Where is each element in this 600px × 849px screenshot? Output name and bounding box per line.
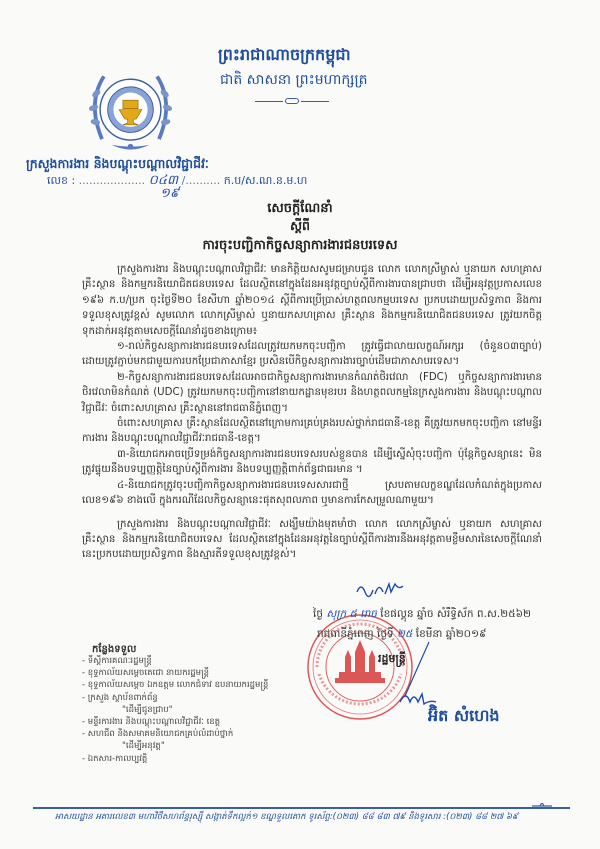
reference-number-line: លេខ : ................... ០៤៣ /.......... ក.ប/ស.ណ.ន.ម.ហ: [47, 173, 308, 188]
ornament-divider: [255, 98, 330, 104]
kingdom-heading: ព្រះរាជាណាចក្រកម្ពុជា: [218, 45, 351, 64]
body-paragraph-item-2b: ចំពោះសហគ្រាស គ្រឹះស្ថានដែលស្ថិតនៅក្រោមការគ្រប់គ្រងរបស់ថ្នាក់រាជធានី-ខេត្ត គឺត្រូវយកមកចុះបញ្ជិកា នៅមន្ទីរការងារ និងបណ្តុះបណ្តាលវិជ្ជាជីវៈរាជធានី-ខេត្ត។: [82, 418, 542, 445]
recipient-item: - ខុទ្ទកាល័យសម្តេចតេជោ នាយករដ្ឋមន្ត្រី: [82, 668, 210, 679]
body-paragraph-item-2: ២-កិច្ចសន្យាការងារជនបរទេសដែលអាចជាកិច្ចសន្យាការងារមានកំណត់ថិរវេលា (FDC) ឬកិច្ចសន្យាការងារមានថិរវេលាមិនកំណត់ (UDC) ត្រូវយកមកចុះបញ្ជិកានៅនាយកដ្ឋានមុខរបរ និងហត្ថពលកម្មនៃក្រសួងការងារ និងបណ្តុះបណ្តាលវិជ្ជាជីវៈ ចំពោះសហគ្រាស គ្រឹះស្ថាននៅរាជធានីភ្នំពេញ។: [82, 371, 542, 414]
body-paragraph-closing: ក្រសួងការងារ និងបណ្តុះបណ្តាលវិជ្ជាជីវៈ សង្ឃឹមយ៉ាងមុតមាំថា លោក លោកស្រីម្ចាស់ ឬនាយក សហគ្រាស គ្រឹះស្ថាន និងកម្មករនិយោជិតបរទេស ដែលស្ថិតនៅក្នុងដែនអនុវត្តនៃច្បាប់ស្តីពីការងារនឹងអនុវត្តតាមខ្លឹមសារនៃសេចក្តីណែនាំនេះប្រកបដោយប្រសិទ្ធភាព និងស្មារតីទទួលខុសត្រូវខ្ពស់។: [82, 518, 542, 561]
ministry-logo-icon: [83, 65, 178, 160]
reference-year-handwritten: ១៩: [160, 186, 180, 201]
document-title-about: ស្តីពី: [290, 218, 310, 233]
reference-suffix: ក.ប/ស.ណ.ន.ម.ហ: [223, 174, 308, 187]
footer-address: អាសយដ្ឋាន អគារលេខ៣ មហាវិថីសហព័ន្ធរុស្ស៊ី សង្កាត់ទឹកល្អក់១ ខណ្ឌទួលគោក ទូរស័ព្ទ:(០២៣) ៨៨ ៨៣ ៧៩ និងទូរសារ :(០២៣) ៨៨ ២៧ ៦៩: [55, 812, 519, 822]
reference-label: លេខ :: [47, 174, 76, 187]
recipient-item: - មន្ទីរការងារ និងបណ្តុះបណ្តាលវិជ្ជាជីវៈ ខេត្ត: [82, 717, 221, 728]
handwritten-initials-icon: [355, 580, 405, 598]
lunar-date-handwritten: សុក្រ ៥ រោច: [326, 608, 377, 620]
body-paragraph-intro: ក្រសួងការងារ និងបណ្តុះបណ្តាលវិជ្ជាជីវៈ មានកិត្តិយសសូមជម្រាបជូន លោក លោកស្រីម្ចាស់ ឬនាយក សហគ្រាស គ្រឹះស្ថាន និងកម្មករនិយោជិតជនបរទេស ដែលស្ថិតនៅក្នុងដែនអនុវត្តច្បាប់ស្តីពីការងារបានជ្រាបថា ដើម្បីអនុវត្តប្រកាសលេខ ១៩៦ ក.ប/ប្រក ចុះថ្ងៃទី២០ ខែសីហា ឆ្នាំ២០១៤ ស្តីពីការប្រើប្រាស់ហត្ថពលកម្មបរទេស ប្រកបដោយប្រសិទ្ធភាព និងការទទួលខុសត្រូវខ្ពស់ សូមលោក លោកស្រីម្ចាស់ ឬនាយកសហគ្រាស គ្រឹះស្ថាន និងកម្មករនិយោជិតជនបរទេស ត្រូវយកចិត្តទុកដាក់អនុវត្តតាមសេចក្តីណែនាំដូចខាងក្រោម៖: [82, 264, 542, 337]
signer-role: រដ្ឋមន្ត្រី: [378, 652, 406, 665]
solar-date: រាជធានីភ្នំពេញ ថ្ងៃទី ២៥ ខែមីនា ឆ្នាំ២០១៩: [317, 628, 487, 640]
recipient-item: - ក្រសួង ស្ថាប័នពាក់ព័ន្ធ: [82, 692, 158, 703]
recipient-item: - សហជីព និងសមាគមនិយោជកគ្រប់លំដាប់ថ្នាក់: [82, 729, 234, 740]
solar-day-handwritten: ២៥: [397, 628, 413, 640]
document-title: សេចក្តីណែនាំ: [267, 201, 333, 216]
document-subject: ការចុះបញ្ជិកាកិច្ចសន្យាការងារជនបរទេស: [202, 238, 398, 253]
signer-name: អ៊ិត សំហេង: [428, 706, 500, 725]
footer-divider: [33, 807, 570, 809]
recipient-note: "ដើម្បីជូនជ្រាប": [122, 704, 173, 715]
recipient-item: - ខុទ្ទកាល័យសម្តេច ឯកឧត្តម លោកជំទាវ ឧបនាយករដ្ឋមន្ត្រី: [82, 680, 269, 691]
footer-ornament-icon: [530, 800, 554, 808]
recipient-item: - ទីស្តីការគណៈរដ្ឋមន្ត្រី: [82, 656, 152, 666]
ministry-name: ក្រសួងការងារ និងបណ្តុះបណ្តាលវិជ្ជាជីវៈ: [26, 156, 209, 171]
document-body: [82, 262, 542, 563]
reference-number-handwritten: ០៤៣: [148, 173, 179, 188]
body-paragraph-item-3: ៣-និយោជកអាចប្រើទម្រង់កិច្ចសន្យាការងារជនបរទេសរបស់ខ្លួនបាន ដើម្បីស្នើសុំចុះបញ្ជិកា ប៉ុន្តែកិច្ចសន្យានេះ មិនត្រូវផ្ទុយនឹងបទប្បញ្ញត្តិនៃច្បាប់ស្តីពីការងារ និងបទប្បញ្ញត្តិពាក់ព័ន្ធជាធរមាន ។: [82, 448, 542, 476]
recipients-list: [82, 655, 268, 765]
lunar-date: ថ្ងៃ សុក្រ ៥ រោច ខែផល្គុន ឆ្នាំច សំរឹទ្ធិស័ក ព.ស.២៥៦២: [313, 608, 532, 620]
recipient-note: "ដើម្បីអនុវត្ត": [122, 741, 165, 752]
body-paragraph-item-4: ៤-និយោជកត្រូវចុះបញ្ជិកាកិច្ចសន្យាការងារជនបរទេសសារជាថ្មី ស្របតាមលក្ខខណ្ឌដែលកំណត់ក្នុងប្រកាស លេខ១៩៦ ខាងលើ ក្នុងករណីដែលកិច្ចសន្យានេះផុតសុពលភាព ឬមានការកែសម្រួលណាមួយ។: [82, 479, 542, 507]
national-motto: ជាតិ សាសនា ព្រះមហាក្សត្រ: [220, 72, 368, 88]
recipient-item: - ឯកសារ-កាលប្បវត្តិ: [82, 753, 148, 764]
recipients-heading: កន្លែងទទួល: [92, 644, 137, 655]
body-paragraph-item-1: ១-រាល់កិច្ចសន្យាការងារជនបរទេសដែលត្រូវយកមកចុះបញ្ជិកា ត្រូវធ្វើជាលាយលក្ខណ៍អក្សរ (ចំនួន០៣ច្បាប់) ដោយត្រូវភ្ជាប់មកជាមួយការបកប្រែជាភាសាខ្មែរ ប្រសិនបើកិច្ចសន្យាការងារច្បាប់ដើមជាភាសាបរទេស។: [82, 341, 542, 368]
